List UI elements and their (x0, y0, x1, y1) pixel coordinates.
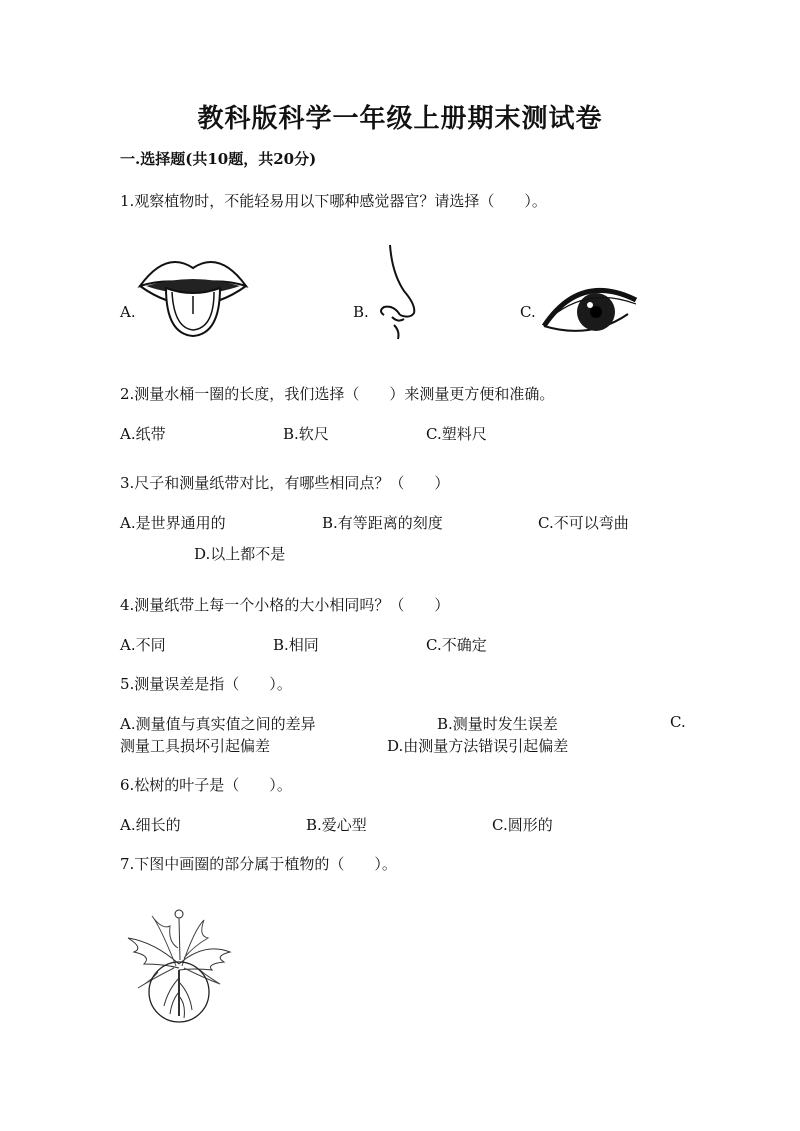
q4-option-b: B.相同 (273, 636, 319, 654)
q3-option-b: B.有等距离的刻度 (322, 514, 443, 532)
question-5-text: 5.测量误差是指（ ）。 (120, 675, 292, 693)
q3-option-a: A.是世界通用的 (120, 514, 226, 532)
q4-option-a: A.不同 (120, 636, 166, 654)
question-1-text: 1.观察植物时，不能轻易用以下哪种感觉器官？请选择（ ）。 (120, 192, 547, 210)
q1-option-b-label: B. (353, 303, 369, 321)
q5-option-c-text: 测量工具损坏引起偏差 (120, 737, 271, 755)
section-header: 一.选择题(共10题，共20分) (120, 150, 317, 168)
q5-option-b: B.测量时发生误差 (437, 715, 558, 733)
eye-icon (540, 278, 640, 334)
q2-option-c: C.塑料尺 (426, 425, 487, 443)
q2-option-b: B.软尺 (283, 425, 329, 443)
q3-option-c: C.不可以弯曲 (538, 514, 629, 532)
q5-option-c-label: C. (670, 713, 686, 731)
q5-option-d: D.由测量方法错误引起偏差 (387, 737, 569, 755)
question-2-text: 2.测量水桶一圈的长度，我们选择（ ）来测量更方便和准确。 (120, 385, 555, 403)
q2-option-a: A.纸带 (120, 425, 166, 443)
question-4-text: 4.测量纸带上每一个小格的大小相同吗？（ ） (120, 596, 450, 614)
q6-option-c: C.圆形的 (492, 816, 553, 834)
q1-option-c-label: C. (520, 303, 536, 321)
dandelion-plant-with-circled-root-figure (124, 908, 234, 1024)
nose-icon (376, 243, 426, 339)
q3-option-d: D.以上都不是 (194, 545, 286, 563)
mouth-tongue-icon (136, 254, 250, 340)
question-7-text: 7.下图中画圈的部分属于植物的（ ）。 (120, 855, 397, 873)
q1-option-a-label: A. (120, 303, 136, 321)
q4-option-c: C.不确定 (426, 636, 487, 654)
question-3-text: 3.尺子和测量纸带对比，有哪些相同点？（ ） (120, 474, 450, 492)
q5-option-a: A.测量值与真实值之间的差异 (120, 715, 316, 733)
q6-option-b: B.爱心型 (306, 816, 367, 834)
question-6-text: 6.松树的叶子是（ ）。 (120, 776, 292, 794)
q6-option-a: A.细长的 (120, 816, 181, 834)
page-title: 教科版科学一年级上册期末测试卷 (197, 104, 603, 134)
